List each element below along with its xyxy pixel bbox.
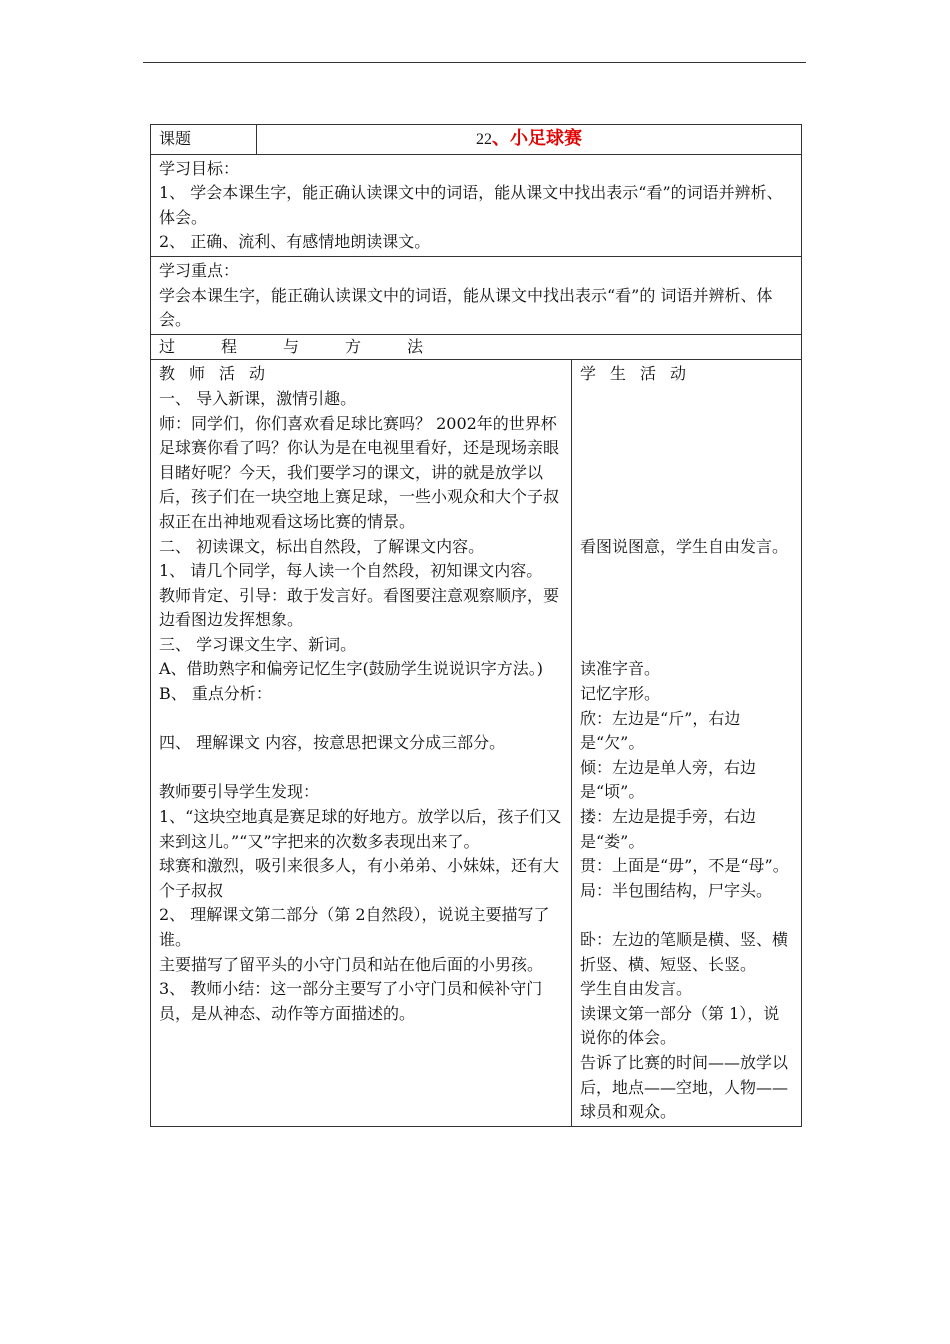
teacher-line bbox=[159, 707, 563, 732]
student-line bbox=[580, 633, 793, 658]
page-header-rule bbox=[143, 62, 806, 63]
student-line bbox=[580, 510, 793, 535]
student-line: 学生自由发言。 bbox=[580, 979, 693, 999]
teacher-line: 主要描写了留平头的小守门员和站在他后面的小男孩。 bbox=[159, 954, 544, 974]
student-line bbox=[580, 903, 793, 928]
student-line bbox=[580, 387, 793, 412]
lesson-title: 小足球赛 bbox=[510, 128, 582, 149]
process-heading-char: 过 bbox=[159, 336, 176, 356]
student-line: 贯：上面是“毋”，不是“母”。 bbox=[580, 856, 789, 876]
heading-char: 活 bbox=[640, 364, 657, 384]
student-line bbox=[580, 436, 793, 461]
teacher-line: 1、“这块空地真是赛足球的好地方。放学以后，孩子们又来到这儿。”“又”字把来的次数多表现出来了。 bbox=[159, 807, 562, 851]
student-line bbox=[580, 608, 793, 633]
heading-char: 活 bbox=[219, 364, 236, 384]
process-heading-char: 程 bbox=[221, 336, 238, 356]
teacher-line: A、借助熟字和偏旁记忆生字(鼓励学生说说识字方法。) bbox=[159, 659, 544, 679]
heading-char: 动 bbox=[249, 364, 266, 384]
teacher-activity-cell bbox=[151, 360, 572, 1126]
teacher-activity-heading bbox=[159, 362, 563, 387]
student-line: 局：半包围结构，尸字头。 bbox=[580, 880, 773, 900]
title-number: 22 bbox=[476, 131, 492, 148]
goals-cell bbox=[151, 154, 802, 256]
goals-row bbox=[151, 154, 802, 256]
student-line: 卧：左边的笔顺是横、竖、横折竖、横、短竖、长竖。 bbox=[580, 930, 789, 974]
student-line: 倾：左边是单人旁，右边是“顷”。 bbox=[580, 757, 757, 802]
teacher-line: 一、 导入新课，激情引趣。 bbox=[159, 388, 357, 408]
student-activity-cell bbox=[572, 360, 802, 1126]
teacher-line: 教师要引导学生发现： bbox=[159, 782, 320, 802]
student-activity-heading bbox=[580, 362, 793, 387]
student-line: 欣：左边是“斤”，右边是“欠”。 bbox=[580, 708, 741, 753]
goals-heading: 学习目标： bbox=[159, 158, 240, 178]
teacher-line: 二、 初读课文，标出自然段，了解课文内容。 bbox=[159, 536, 485, 556]
focus-row bbox=[151, 256, 802, 334]
heading-char: 生 bbox=[610, 364, 627, 384]
student-line: 告诉了比赛的时间——放学以后，地点——空地，人物——球员和观众。 bbox=[580, 1052, 789, 1122]
teacher-line: 教师肯定、引导：敢于发言好。看图要注意观察顺序，要边看图边发挥想象。 bbox=[159, 585, 560, 630]
student-line bbox=[580, 412, 793, 437]
teacher-line bbox=[159, 756, 563, 781]
process-heading bbox=[151, 334, 802, 360]
focus-text: 学会本课生字，能正确认读课文中的词语，能从课文中找出表示“看”的 词语并辨析、体会。 bbox=[159, 285, 773, 330]
teacher-line: 1、 请几个同学，每人读一个自然段，初知课文内容。 bbox=[159, 561, 543, 581]
goal-item-2: 2、 正确、流利、有感情地朗读课文。 bbox=[159, 232, 431, 252]
title-cell bbox=[257, 125, 802, 155]
title-row bbox=[151, 125, 802, 155]
teacher-line: 2、 理解课文第二部分（第 2自然段），说说主要描写了谁。 bbox=[159, 905, 550, 949]
teacher-line: 球赛和激烈，吸引来很多人，有小弟弟、小妹妹，还有大个子叔叔 bbox=[159, 856, 560, 900]
student-line: 记忆字形。 bbox=[580, 684, 661, 704]
student-line: 看图说图意，学生自由发言。 bbox=[580, 536, 789, 556]
teacher-line: 三、 学习课文生字、新词。 bbox=[159, 634, 357, 654]
teacher-line: 师：同学们，你们喜欢看足球比赛吗？ 2002年的世界杯足球赛你看了吗？你认为是在电视里看好，还是现场亲眼目睹好呢？今天，我们要学习的课文，讲的就是放学以后，孩子们在一块空地上赛足球，一些小观众和大个子叔叔正在出神地观看这场比赛的情景。 bbox=[159, 413, 560, 531]
process-heading-char: 法 bbox=[407, 336, 424, 356]
focus-cell bbox=[151, 256, 802, 334]
student-line: 读课文第一部分（第 1），说说你的体会。 bbox=[580, 1003, 780, 1048]
process-heading-char: 与 bbox=[283, 336, 300, 356]
teacher-line: 3、 教师小结：这一部分主要写了小守门员和候补守门员，是从神态、动作等方面描述的。 bbox=[159, 979, 543, 1023]
student-line bbox=[580, 559, 793, 584]
title-separator: 、 bbox=[492, 128, 510, 149]
student-line bbox=[580, 461, 793, 486]
title-label: 课题 bbox=[151, 125, 257, 155]
heading-char: 教 bbox=[159, 364, 176, 384]
heading-char: 师 bbox=[189, 364, 206, 384]
student-line bbox=[580, 485, 793, 510]
process-heading-char: 方 bbox=[345, 336, 362, 356]
goal-item-1: 1、 学会本课生字，能正确认读课文中的词语，能从课文中找出表示“看”的词语并辨析、体会。 bbox=[159, 183, 783, 227]
student-line: 读准字音。 bbox=[580, 659, 661, 679]
heading-char: 动 bbox=[670, 364, 687, 384]
student-line bbox=[580, 584, 793, 609]
teacher-line: B、 重点分析： bbox=[159, 684, 272, 704]
activity-row bbox=[151, 360, 802, 1126]
process-heading-row bbox=[151, 334, 802, 360]
student-line: 搂：左边是提手旁，右边是“娄”。 bbox=[580, 807, 757, 851]
focus-heading: 学习重点： bbox=[159, 260, 240, 280]
heading-char: 学 bbox=[580, 364, 597, 384]
teacher-line: 四、 理解课文 内容，按意思把课文分成三部分。 bbox=[159, 733, 506, 753]
lesson-plan-table bbox=[150, 124, 802, 1127]
